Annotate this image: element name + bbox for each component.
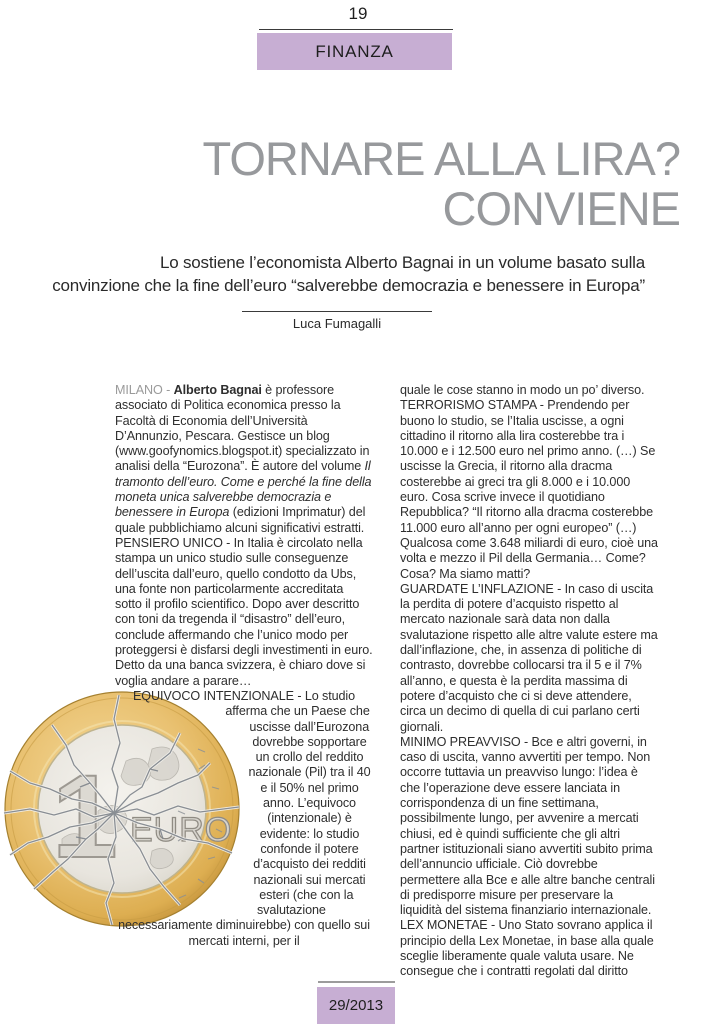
paragraph-continuation (400, 383, 658, 398)
paragraph-terrorismo-stampa (400, 398, 658, 582)
inflazione-text: - In caso di uscita la perdita di potere d’acquisto rispetto al mercato nazionale sarà data non dalla svalutazione rispetto alle altre valute estere ma dall’inflazione, che, in assenza di politiche di contrasto, dovrebbe collocarsi tra il 5 e il 7% all’anno, e questa è la perdita massima di potere d’acquisto che ci si deve attendere, circa un decimo di quella di cui parlano certi giornali. (400, 581, 658, 734)
section-heading-preavviso: MINIMO PREAVVISO (400, 734, 521, 749)
section-heading-inflazione: GUARDATE L’INFLAZIONE (400, 581, 554, 596)
lex-monetae-text: - Uno Stato sovrano applica il principio della Lex Monetae, in base alla quale sceglie liberamente quale valuta usare. Ne consegue che i contratti regolati dal diritto (400, 918, 654, 979)
article-body (52, 383, 658, 990)
coin-illustration (2, 691, 242, 927)
book-title: Il tramonto dell’euro. Come e perché la fine della moneta unica salverebbe democrazia e benessere in Europa (115, 459, 372, 520)
issue-badge (317, 987, 395, 1024)
footer-rule (318, 981, 395, 983)
pensiero-unico-text: - In Italia è circolato nella stampa un unico studio sulle conseguenze dell’uscita dall’euro, quello condotto da Ubs, una fonte non particolarmente accreditata sotto il profilo scientifico. Dopo aver descritto con toni da tregenda il “disastro” dell’euro, conclude affermando che l’unico modo per proteggersi è disfarsi degli investimenti in euro. Detto da una banca svizzera, è chiaro dove si voglia andare a parare… (115, 535, 373, 688)
section-banner (257, 33, 452, 70)
article-title (203, 134, 680, 234)
intro-text-a: è professore associato di Politica economica presso la Facoltà di Economia dell’Università D’Annunzio, Pescara. Gestisce un blog (www.goofynomics.blogspot.it) specializzato in analisi della “Eurozona”. È autore del volume (115, 383, 370, 474)
paragraph-lex-monetae (400, 918, 658, 979)
left-column (52, 383, 373, 990)
right-column (400, 383, 658, 990)
equivoco-text: - Lo studio afferma che un Paese che uscisse dall’Eurozona dovrebbe sopportare un crollo del reddito nazionale (Pil) tra il 40 e il 50% nel primo anno. L’equivoco (intenzionale) è evidente: lo studio confonde il potere d’acquisto dei redditi nazionali sui mercati esteri (che con la svalutazione necessariamente diminuirebbe) con quello sui mercati interni, per il (118, 688, 371, 948)
paragraph-pensiero-unico (115, 536, 373, 689)
cracked-euro-coin-image (2, 691, 242, 927)
intro-text-b: (edizioni Imprimatur) del quale pubblichiamo alcuni significativi estratti. (115, 505, 366, 535)
title-line-2: CONVIENE (442, 182, 680, 235)
issue-number: 29/2013 (328, 997, 384, 1014)
author-name: Luca Fumagalli (292, 316, 382, 331)
coin-numeral: 1 (52, 750, 118, 883)
header-rule (259, 29, 453, 30)
paragraph-intro (115, 383, 373, 536)
section-label: FINANZA (315, 41, 394, 61)
paragraph-guardate-inflazione (400, 582, 658, 735)
dateline: MILANO (115, 383, 163, 397)
paragraph-minimo-preavviso (400, 735, 658, 919)
section-heading-equivoco: EQUIVOCO INTENZIONALE (132, 688, 294, 703)
article-subtitle (52, 251, 645, 297)
coin-word-euro: EURO (130, 810, 233, 849)
section-heading-pensiero-unico: PENSIERO UNICO (115, 535, 223, 550)
title-line-1: TORNARE ALLA LIRA? (202, 132, 680, 185)
byline (242, 311, 432, 331)
subtitle-line-2: convinzione che la fine dell’euro “salverebbe democrazia e benessere in Europa” (52, 276, 645, 295)
author-subject-name: Alberto Bagnai (173, 383, 262, 397)
terrorismo-text: - Prendendo per buono lo studio, se l’Italia uscisse, a ogni cittadino il ritorno alla lira costerebbe tra i 10.000 e i 12.500 euro nel primo anno. (…) Se uscisse la Grecia, il ritorno alla dracma costerebbe ai greci tra gli 8.000 e i 10.000 euro. Cosa scrive invece il quotidiano Repubblica? “Il ritorno alla dracma costerebbe 11.000 euro all’anno per ogni europeo” (…) Qualcosa come 3.648 miliardi di euro, cioè una volta e mezzo il Pil della Germania… Come? Cosa? Ma siamo matti? (400, 398, 658, 581)
section-heading-terrorismo: TERRORISMO STAMPA (400, 398, 537, 413)
page-number: 19 (348, 4, 368, 23)
subtitle-line-1: Lo sostiene l’economista Alberto Bagnai in un volume basato sulla (159, 253, 645, 272)
continuation-text: quale le cose stanno in modo un po’ diverso. (400, 383, 645, 397)
section-heading-lex-monetae: LEX MONETAE (400, 918, 488, 933)
dateline-separator: - (162, 383, 174, 397)
preavviso-text: - Bce e altri governi, in caso di uscita, vanno avvertiti per tempo. Non occorre tuttavia un preavviso lungo: l’idea è che l’operazione deve essere lanciata in corrispondenza di un fine settimana, possibilmente lungo, per avvenire a mercati chiusi, ed è quindi sufficiente che gli altri partner istituzionali siano avvertiti subito prima dell’annuncio ufficiale. Ciò dovrebbe permettere alla Bce e alle altre banche centrali di predisporre misure per preservare la liquidità del sistema finanziario internazionale. (400, 734, 655, 918)
